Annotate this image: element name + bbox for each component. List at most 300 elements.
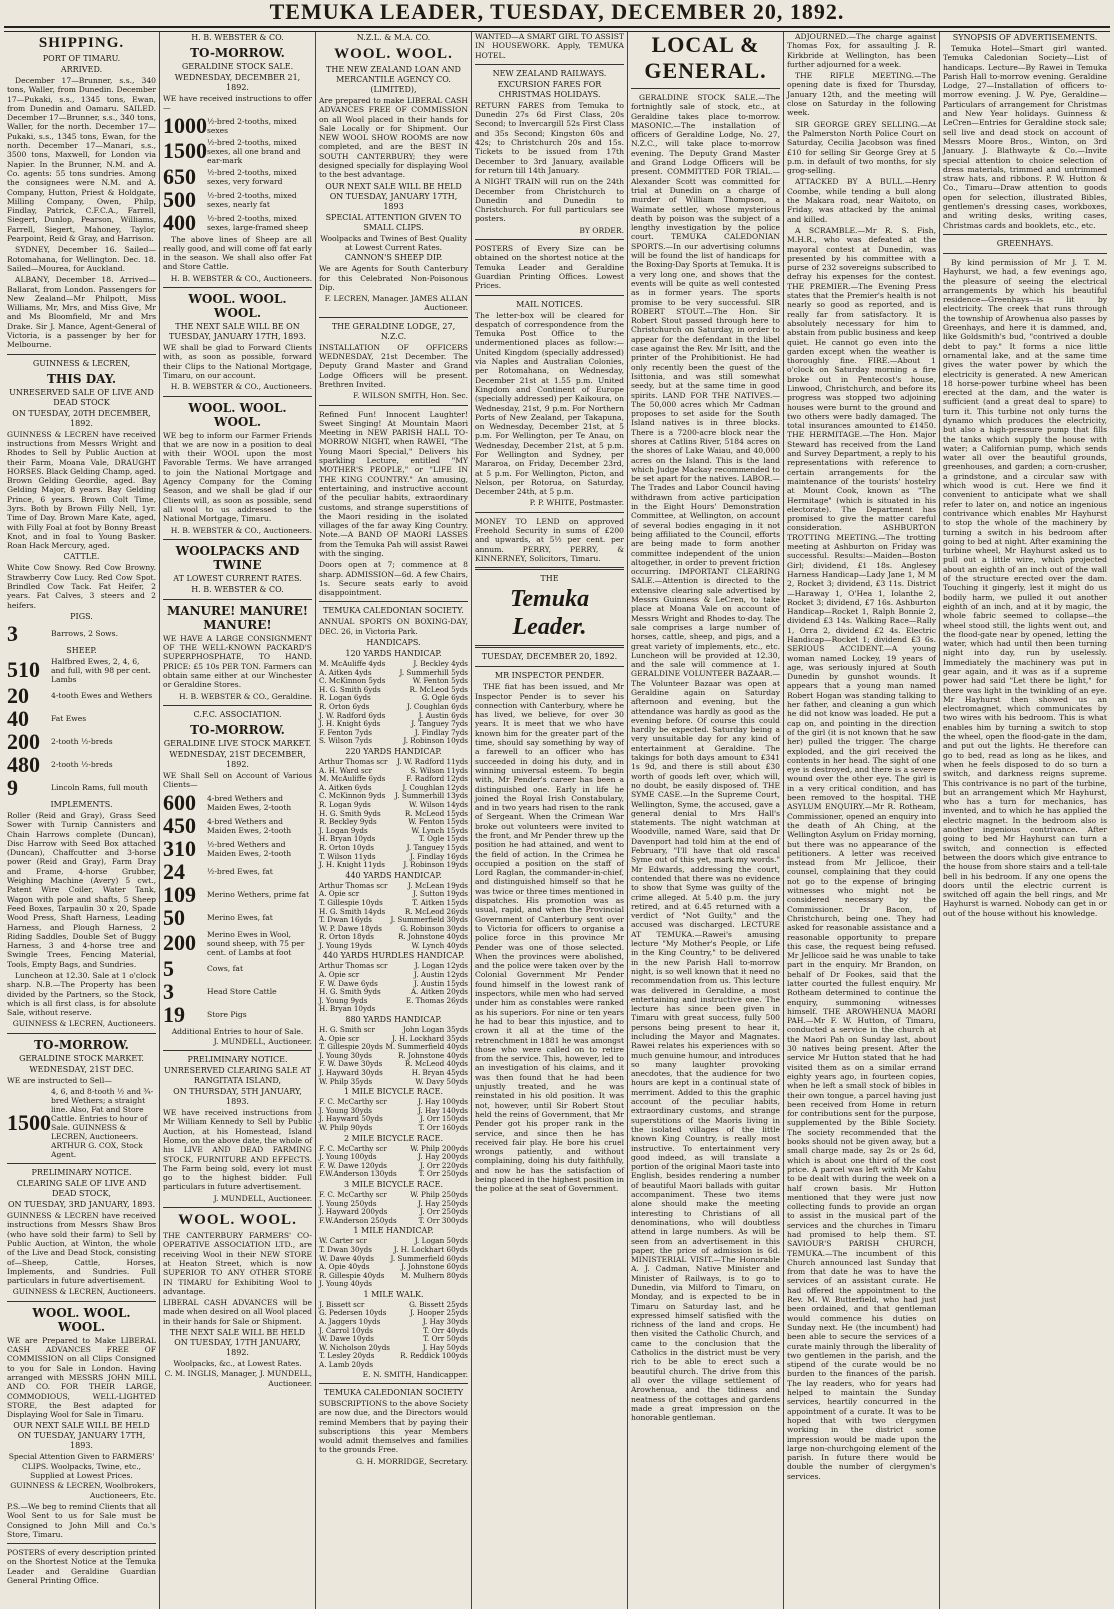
handicap-entry: H. G. Smith 9yds (319, 987, 381, 997)
next-sale: OUR NEXT SALE WILL BE HELD ON TUESDAY, JANUARY 17TH, 1893. (13, 1421, 150, 1451)
handicap-entry: J. McLean 19yds (408, 880, 468, 890)
divider (943, 234, 1107, 235)
handicap-entry: J. Austin 15yds (414, 978, 468, 988)
market-date: WEDNESDAY, 21ST DECEMBER, 1892. (169, 749, 306, 769)
handicap-title: 220 YARDS HANDICAP. (345, 747, 442, 756)
wool-heading: WOOL. WOOL. (334, 46, 453, 62)
handicap-entry: M. McAuliffe 6yds (319, 774, 386, 784)
company-name: THE NEW ZEALAND LOAN AND MERCANTILE AGENCY CO. (LIMITED), (326, 65, 461, 94)
handicap-entry: A. Opie scr (319, 1033, 360, 1043)
list-item: 600 4-bred Wethers and Maiden Ewes, 2-tooth (163, 789, 292, 815)
handicap-entry: E. Thomas 26yds (405, 995, 468, 1005)
divider (163, 599, 312, 600)
handicap-entry: M. Summerfield 40yds (385, 1042, 468, 1052)
list-item: 3 Barrows, 2 Sows. (7, 623, 156, 645)
handicap-entry: T. Lesley 20yds (319, 1351, 375, 1361)
list-item: 310 ½-bred Wethers and Maiden Ewes, 2-tooth (163, 835, 292, 861)
editorial-heading: MR INSPECTOR PENDER. (494, 671, 605, 681)
handicap-entry: J. Hayward 30yds (319, 1068, 383, 1077)
the-label: THE (540, 574, 559, 584)
handicap-entry: F.W.Anderson 130yds (319, 1169, 397, 1179)
handicap-entry: J. Orr 250yds (419, 1207, 468, 1217)
list-item: 5 Cows, fat (163, 955, 243, 981)
handicap-entry: W. Davy 50yds (415, 1076, 468, 1086)
handicap-entry: F. C. McCarthy scr (319, 1189, 387, 1199)
advertiser-name: H. B. WEBSTER & CO. (191, 584, 284, 594)
handicap-entry: J. Logan 12yds (414, 961, 468, 971)
handicap-entry: A. H. Ward scr (319, 765, 373, 775)
wool-heading: WOOL. WOOL. WOOL. (32, 1305, 131, 1334)
clearing-title: UNRESERVED CLEARING SALE AT RANGITATA ISLAND, (163, 1066, 312, 1086)
money-ad: MONEY TO LEND on approved Freehold Security in sums of £200 and upwards, at 5½ per cent. per annum. PERRY, PERRY, & KINNERNEY, Solicitors, Timaru. (475, 516, 624, 563)
clearing-date: ON TUESDAY, 3RD JANUARY, 1893. (7, 1200, 156, 1210)
newspaper-title: TEMUKA LEADER, TUESDAY, DECEMBER 20, 1892. (269, 0, 845, 24)
divider (475, 645, 624, 648)
handicap-entry: J. Hay 30yds (422, 1317, 468, 1327)
handicap-entry: R. Logan 6yds (319, 693, 371, 703)
handicap-entry: A. Opie scr (319, 970, 360, 980)
shipping-heading: SHIPPING. (38, 35, 125, 51)
market-date: WEDNESDAY, 21ST DEC. (29, 1064, 134, 1074)
divider (475, 239, 624, 240)
handicap-entry: R. Orton 10yds (319, 842, 374, 852)
handicap-title: 440 YARDS HANDICAP. (345, 870, 442, 880)
divider (163, 705, 312, 706)
handicap-entry: F. C. McCarthy scr (319, 1097, 387, 1107)
handicap-entry: Arthur Thomas scr (319, 961, 388, 971)
handicap-entry: C. McKinnon 5yds (319, 676, 386, 686)
handicap-entry: J. Young 40yds (319, 1279, 372, 1289)
lodge-heading: THE GERALDINE LODGE, 27, N.Z.C. (331, 321, 456, 341)
handicap-entry: J. Hooper 25yds (410, 1308, 468, 1318)
divider (7, 1301, 156, 1302)
auctioneer-signature: GUINNESS & LECREN, Auctioneers. (12, 1019, 156, 1029)
newspaper-nameplate: Temuka Leader. (509, 586, 590, 641)
prelim-heading: PRELIMINARY NOTICE. (31, 1168, 132, 1178)
handicap-entry: A. Aitken 20yds (410, 987, 468, 997)
handicap-entry: R. Reddick 100yds (400, 1351, 468, 1361)
handicap-entry: J. W. Radford 6yds (319, 710, 386, 720)
handicap-entry: H. Bryan 45yds (411, 1068, 468, 1077)
handicap-entry: J. Hay 50yds (422, 1342, 468, 1352)
clearing-text: GUINNESS & LECREN have received instructions from Messrs Shaw Bros (who have sold their farm) to Sell by Public Auction, at Winton, the whole of the Live and Dead Stock, consisting of—Sheep, Cattle, Horses, Implements, and Sundries. Full particulars in future advertisement. (7, 1211, 156, 1286)
divider (475, 567, 624, 570)
cattle-text: White Cow Snowy. Red Cow Browny. Strawberry Cow Lucy. Red Cow Spot. Brindled Cow Tack. Fat Heifer, 2 years. Fat Calves, 3 steers and 2 heifers. (7, 563, 156, 610)
handicap-entry: T. Gillespie 20yds (319, 1042, 383, 1052)
handicap-title: 440 YARDS HURDLES HANDICAP. (322, 951, 465, 961)
pigs-heading: PIGS. (70, 611, 93, 621)
clearing-text: WE have received instructions from Mr William Kennedy to Sell by Public Auction, at his Homestead, Island Home, on the above date, the whole of his LIVE AND DEAD FARMING STOCK, FURNITURE AND EFFECTS. The Farm being sold, every lot must go to the highest bidder. Full particulars in future advertisement. (163, 1108, 312, 1192)
ps-text: P.S.—We beg to remind Clients that all Wool Sent to us for Sale must be Consigned to John Mill and Co.'s Store, Timaru. (7, 1501, 156, 1539)
handicaps-heading: HANDICAPS. (366, 638, 421, 648)
handicap-entry: J. Sutton 19yds (413, 889, 468, 899)
list-item: 1500 4, 6, and 8-tooth ½ and ¾-bred Wethers; a straight line. Also, Fat and Store Cattle. Entries to hour of Sale. GUINNESS & LECREN, Auctioneers. ARTHUR G. COX, Stock Agent. (7, 1087, 154, 1160)
handicap-entry: J. Hay 140yds (418, 1105, 468, 1115)
handicap-entry: A. Aitken 4yds (319, 667, 372, 677)
clearing-title: CLEARING SALE OF LIVE AND DEAD STOCK, (16, 1179, 147, 1199)
greenhays-text: By kind permission of Mr J. T. M. Hayhurst, we had, a few evenings ago, the pleasure of seeing the electrical arrangements by which his beautiful residence—Greenhays—is lit by electricity. The creek that runs through the township of Arowhenua also passes by Greenhays, and here it is dammed, and, like Goldsmith's bud, "contrived a double debt to pay." It forms a nice little ornamental lake, and at the same time gives the water power by which the electricity is generated. A new American 18 horse-power turbine wheel has been erected at the dam, and the water is sufficient (and a great deal to spare) to turn it. This turbine not only turns the dynamo which produces the electricity, but also a high-pressure pump that fills the tanks which supply the house with water; a Californian pump, which sends water all over the beautiful grounds, greenhouses, and garden; a corn-crusher, a grindstone, and a circular saw with which wood is cut. Here we find it convenient to anticipate what we shall refer to later on, and notice an ingenious contrivance which enables Mr Hayhurst to stop the whole of the machinery by turning a switch in his bedroom after going to bed at night. After examining the turbine wheel, Mr Hayhurst asked us to pull out a little wire, which projected about an eighth of an inch out of the wall of the structure erected over the dam. Touching it gingerly, lest it might do us bodily harm, we pulled it out another eighth of an inch, and at it by magic, the whole fabric seemed to collapse—the wheel stood still, the lights went out, and the flood-gate near by opened, letting the water, which had until then been turning night into day, run by uselessly. Immediately the machinery was put in gear again, and it was as if a supreme power had said "Let there be light," for there was light in the twinkling of an eye. Mr Hayhurst then showed us an electromagnet, which communicates by two wires with his bedroom. This is what enables him by turning a switch to stop the wheel, open the flood-gate in the dam, and put out the lights. He therefore can go to bed, read as long as he likes, and when he feels disposed to do so turn a switch, and darkness reigns supreme. This contrivance is no part of the turbine, but an arrangement which Mr Hayhurst, who has a turn for mechanics, has invented, and to which he has applied the electric magnet. In the bedroom also is another ingenious contrivance. After going to bed Mr Hayhurst can turn a switch, and connection is effected between the doors which give entrance to the house from shore stairs and a tell-tale bell in his bedroom. If any one opens the doors until the electric current is switched off again the bell rings, and Mr Hayhurst is warned. Nobody can get in or out of the house without his knowledge. (943, 257, 1107, 918)
synopsis-text: Temuka Hotel—Smart girl wanted. Temuka Caledonian Society—List of handicaps. Lecture—By Rawei in Temuka Parish Hall to-morrow evening. Geraldine Lodge, 27—Installation of officers to-morrow evening. J. W. Pye, Geraldine—Particulars of arrangement for Christmas and New Year holidays. Guinness & LeCren—Entries for Geraldine stock sale; sell live and dead stock on account of Messrs Moore Bros., Winton, on 3rd January. J. Blathwayte & Co.—Invite special attention to choice selection of dress materials, trimmed and untrimmed straw hats, and ribbons. P. W. Hutton & Co., Timaru—Draw attention to goods open for selection, illustrated Bibles, gentlemen's dressing cases, workboxes, and writing desks, writing cases, Christmas cards and booklets, etc., etc. (943, 44, 1107, 230)
handicap-entry: J. Summerfield 30yds (390, 915, 468, 925)
handicap-entry: T. Orr 300yds (418, 1215, 468, 1225)
handicap-entry: A. Aitken 6yds (319, 782, 372, 792)
handicap-entry: J. Orr 150yds (419, 1114, 468, 1124)
handicap-entry: J. Robinson 19yds (403, 860, 468, 870)
handicap-entry: R. McLeod 26yds (404, 906, 468, 916)
lodge-signature: F. WILSON SMITH, Hon. Sec. (352, 391, 468, 401)
divider (943, 253, 1107, 254)
list-item: 3 Head Store Cattle (163, 978, 277, 1004)
handicap-entry: J. Young 100yds (319, 1152, 377, 1162)
handicap-entry: W. Dawe 10yds (319, 1334, 374, 1344)
auctioneer-signature: J. MUNDELL, Auctioneer. (213, 1036, 312, 1046)
mail-text: The letter-box will be cleared for despatch of correspondence from the Temuka Post Office to the undermentioned places as follow:—United Kingdom (specially addressed) via Naples and Australian Colonies, per Rotomahana, on Wednesday, December 21st at 1.55 p.m. United Kingdom and Continent of Europe (specially addressed) per Kaikoura, on Wednesday, 21st, 9 p.m. For Northern Ports of New Zealand, per Takapuna, on Wednesday, December 21st, at 5 p.m. For Wellington, per Te Anau, on Wednesday, December 21st, at 5 p.m. For Wellington and Sydney, per Mararoa, on Friday, December 23rd, at 5 p.m. For Wellington, Picton, and Nelson, per Rotorua, on Saturday, December 24th, at 5 p.m. (475, 310, 624, 497)
auctioneer-signature: H. B. WEBSTER & CO., Auctioneers. (170, 382, 312, 392)
handicap-entry: J. Young 30yds (319, 1050, 372, 1060)
mail-heading: MAIL NOTICES. (516, 299, 583, 309)
market-title: GERALDINE STOCK MARKET. (19, 1053, 144, 1063)
news-item: ADJOURNED.—The charge against Thomas Fox, for assaulting J. R. Kirkbride at Wellington, has been further adjourned for a week. (787, 32, 936, 69)
next-sale: THE NEXT SALE WILL BE HELD ON TUESDAY, 17TH JANUARY, 1892. (169, 1328, 306, 1358)
handicap-entry: S. Wilson 11yds (410, 765, 468, 775)
list-item: 400 ½-bred 2-tooths, mixed sexes, large-framed sheep (163, 209, 308, 235)
wool-text: WE beg to inform our Farmer Friends that we are now in a position to deal with their WOOL upon the most Favorable Terms. We have arranged to join the National Mortgage and Agency Company for the Coming Season, and we shall be glad if our Clients will, as soon as possible, send all wool to us addressed to the National Mortgage, Timaru. (163, 430, 312, 524)
dip-heading: CANNON'S SHEEP DIP. (344, 253, 443, 263)
lodge-text: INSTALLATION OF OFFICERS WEDNESDAY, 21st December. The Deputy Grand Master and Grand Lodge Officers will be present. Brethren Invited. (319, 342, 468, 389)
handicap-entry: W. Philp 200yds (410, 1143, 468, 1153)
handicap-entry: J. Hay 100yds (418, 1097, 468, 1107)
divider (319, 317, 468, 318)
handicap-entry: J. Austin 6yds (418, 710, 468, 720)
woolpacks-note: Woolpacks and Twines of Best Quality at Lowest Current Rates. (320, 233, 467, 252)
handicap-entry: T. Orr 160yds (418, 1122, 468, 1132)
divider (319, 405, 468, 406)
sheep-heading: SHEEP. (66, 645, 97, 655)
divider (163, 1050, 312, 1051)
handicap-row (319, 942, 468, 951)
entries-note: Additional Entries to hour of Sale. (171, 1026, 304, 1036)
handicap-entry: J. Summerfield 60yds (390, 1253, 468, 1263)
handicap-entry: J. Tanguey 15yds (406, 842, 468, 852)
handicap-entry: J. Young 30yds (319, 1105, 372, 1115)
sale-title: GERALDINE STOCK SALE. (181, 62, 294, 71)
divider (7, 1543, 156, 1544)
handicap-entry: J. Orr 220yds (419, 1160, 468, 1170)
handicap-entry: W. P. Dawe 18yds (319, 923, 382, 933)
handicap-entry: G. Pedersen 10yds (319, 1308, 387, 1318)
sale-title: UNRESERVED SALE OF LIVE AND DEAD STOCK (9, 387, 154, 407)
list-item: 19 Store Pigs (163, 1001, 247, 1027)
auctioneer-signature: GUINNESS & LECREN, Auctioneers. (12, 1287, 156, 1297)
wanted-ad: WANTED—A SMART GIRL TO ASSIST IN HOUSEWORK. Apply, TEMUKA HOTEL. (475, 32, 624, 60)
handicap-entry: J. Bissett scr (319, 1299, 365, 1309)
wool-heading: WOOL. WOOL. WOOL. (188, 400, 287, 429)
list-item: 450 4-bred Wethers and Maiden Ewes, 2-tooth (163, 812, 292, 838)
handicap-entry: M. Mulhern 80yds (401, 1270, 468, 1280)
handicap-entry: A. Jaggers 10yds (319, 1317, 381, 1327)
column-6 (784, 32, 940, 1609)
divider (475, 295, 624, 296)
handicap-entry: T. Orr 50yds (423, 1334, 468, 1344)
news-item: THE RIFLE MEETING.—The opening date is fixed for Thursday, January 12th, and the meeting will close on Saturday in the following week. (787, 71, 936, 118)
column-1 (4, 32, 160, 1609)
posters-text: POSTERS of every description printed on the Shortest Notice at the Temuka Leader and Geraldine Guardian General Printing Office. (7, 1548, 156, 1585)
handicap-entry: T. Dwan 16yds (319, 915, 372, 925)
handicap-entry: J. H. Knight 11yds (319, 860, 385, 870)
order-signature: BY ORDER. (579, 225, 624, 235)
handicap-title: 1 MILE BICYCLE RACE. (343, 1087, 444, 1097)
handicap-entry: F. Fenton 7yds (319, 727, 372, 737)
tomorrow-heading: TO-MORROW. (34, 1037, 129, 1052)
handicap-entry: J. Tanguey 7yds (411, 719, 468, 729)
handicap-row (319, 1217, 468, 1226)
handicap-entry: J. Coughlan 12yds (402, 782, 468, 792)
posters-text: POSTERS of Every Size can be obtained on the shortest notice at the Temuka Leader and Geraldine Guardian Printing Offices. Lowest Prices. (475, 244, 624, 291)
handicap-entry: John Logan 35yds (402, 1025, 468, 1035)
next-text: WE shall be glad to Forward Clients with, as soon as possible, forward their Clips to the National Mortgage, Timaru, on our account. (163, 343, 312, 380)
handicap-entry: T. Orr 40yds (423, 1325, 468, 1335)
synopsis-heading: SYNOPSIS OF ADVERTISEMENTS. (952, 33, 1098, 42)
list-item: 9 Lincoln Rams, full mouth (7, 774, 148, 800)
handicap-entry: J. Findlay 16yds (410, 851, 468, 861)
handicap-entry: R. Logan 9yds (319, 799, 371, 809)
handicap-entry: W. Philp 250yds (410, 1189, 468, 1199)
handicap-row (319, 861, 468, 870)
fares-text: RETURN FARES from Temuka to Dunedin 27s 6d First Class, 20s Second; to Invercargill 52s First Class and 35s Second; Kingston 60s and 42s; to Christchurch 20s and 15s. Tickets to be issued from 17th December to 3rd January, available for return till 14th January. (475, 100, 624, 175)
handicap-entry: F. Radford 12yds (406, 774, 468, 784)
handicap-title: 2 MILE BICYCLE RACE. (343, 1133, 444, 1143)
tomorrow-heading: TO-MORROW. (190, 722, 285, 737)
handicap-entry: R. McLeod 5yds (409, 684, 468, 694)
subscriptions-text: SUBSCRIPTIONS to the above Society are now due, and the Directors would remind Members that by paying their subscriptions this year Members would admit themselves and families to the grounds Free. (319, 1398, 468, 1455)
port-heading: PORT OF TIMARU. (42, 54, 121, 63)
albany-text: ALBANY, December 18. Arrived—Ballarat, from London. Passengers for New Zealand—Mr Philpott, Miss Williams, Mr, Mrs, and Miss Give, Mr and Ms Bloomfield, Mr and Mrs Drake. Sir J. Mance, Agent-General of Victoria, is a passenger by her for Melbourne. (7, 275, 156, 350)
handicap-entry: J. Logan 9yds (319, 825, 368, 835)
handicap-entry: R. Johnstone 40yds (397, 1050, 468, 1060)
handicap-entry: W. Dawe 40yds (319, 1253, 374, 1263)
handicap-entry: F. C. McCarthy scr (319, 1143, 387, 1153)
handicap-entry: J. Hayward 200yds (319, 1207, 388, 1217)
cattle-heading: CATTLE. (63, 552, 100, 562)
news-item: SIR GEORGE GREY SELLING.—At the Palmerston North Police Court on Saturday, Cecilia Jacobson was fined £10 for selling Sir George Grey at 5 p.m. in default of two months, for sly grog-selling. (787, 119, 936, 176)
divider (319, 601, 468, 602)
news-text: A SCRAMBLE.—Mr R. S. Fish, M.H.R., who was defeated at the mayoral contest at Dunedin, was presented by his committee with a purse of 232 sovereigns subscribed to defray his expenses for the contest. THE PREMIER.—The Evening Press states that the Premier's health is not nearly so good as reported, and is really far from satisfactory. It is absolutely necessary for him to abstain from public business and keep quiet. He cannot go even into the garden except when the weather is thoroughly fine. FIRE.—About 1 o'clock on Saturday morning a fire broke out in Pentecost's house, Linwood, Christchurch, and before its progress was stopped two adjoining houses were burnt to the ground and two others were badly damaged. The total insurances amounted to £1450. THE HERMITAGE.—The Hon. Major Steward has received from the Land and Survey Department, a reply to his representations with reference to certain arrangements for the maintenance of the tourists' hostelry at Mount Cook, known as "The Hermitage" (which is situated in his electorate). The Department has promised to give the matter careful consideration. ASHBURTON TROTTING MEETING.—The trotting meeting at Ashburton on Friday was successful. Results:—Maiden—Boston Girl; dividend, £1 18s. Anglesey Harness Handicap—Lady Jane 1, M M 2, Rocket 3; dividend, £3 11s. District—Haraway 1, O'Hea 1, Iolanthe 2, Rocket 3; dividend, £7 16s. Ashburton Handicap—Rocket 1, Ralph Bonnie 2, dividend £3 14s. Walking Race—Rally 1, Orra 2, dividend £2 4s. Electric Handicap—Rocket 1; dividend £3 6s. SERIOUS ACCIDENT.—A young woman named Lockey, 19 years of age, was seriously injured at South Dunedin by gunshot wounds. It appears that a young man named Robert Hogan was standing talking to her father, and cleaning a gun which he did not know was loaded. He put a cap on, and pointing in the direction of the girl (it is not known that he saw her) pulled the trigger. The charge exploded, and the girl received the contents in her head. The sight of one eye is destroyed, and there is a severe wound over the other eye. The girl is in a very critical condition, and has been removed to the hospital. THE ASYLUM ENQUIRY.—Mr R. Rotheam, Commissioner, opened an enquiry into the death of Ah Ching, at the Wellington Asylum on Friday morning, but there was no appearance of the petitioners. A letter was received instead from Mr Jellicoe, their counsel, complaining that they could not go to the expense of bringing witnesses who might not be considered necessary by the Commissioner. Dr Bacon, of Christchurch, being one. They had asked for reasonable assistance and a reasonable opportunity to prepare this case, the request being refused. Mr Jellicoe said he was unable to take part in the enquiry. Mr Brandon, on behalf of Dr Fookes, said that the latter courted the fullest enquiry. Mr Rotheam determined to continue the enquiry, summoning witnesses himself. THE AROWHENUA MAORI PAH.—Mr F. W. Hutton, of Timaru, conducted a service in the church at the Maori Pah on Sunday last, about 30 natives being present. After the service Mr Hutton stated that he had visited them as on a similar errand eighty years ago, in fourteen copies, when he left a small stock of bibles in their own tongue, a parcel having just been received from Home in return for contributions sent for the purpose, supplemented by the Bible Society. The society recommended that the books should not be given away, but a small charge made, say 2s or 2s 6d, which is about one third of the cost price. A parcel was left with Mr Kahu to be dealt with during the week on a half crown basis. Mr Hutton mentioned that they were just now collecting funds to provide an organ to assist in the musical part of the services and the churches in Timaru had promised to help them. ST. SAVIOUR'S PARISH CHURCH, TEMUKA.—The incumbent of this Church announced last Sunday that from that date he was to have the services of an assistant curate. He had offered the appointment to the Rev. M. W. Butterfield, who had just been ordained, and that gentleman would commence his duties on Sunday next. He (the incumbent) had been able to secure the services of a curate mainly through the liberality of two gentlemen in the parish, and the stipend of the curate would be no burden to the finances of the parish. The lay readers, who for years had helped to maintain the Sunday services, heartily concurred in the appointment of a curate. It was to be hoped that with two clergymen working in the district some impression would be made upon the large non-churchgoing element of the parish. In future there would be double the number of clergymen's services. (787, 225, 936, 1481)
handicap-entry: W. Lynch 40yds (411, 940, 468, 950)
handicap-entry: J. H. Lockhart 60yds (393, 1244, 468, 1254)
list-item: 20 4-tooth Ewes and Wethers (7, 682, 153, 708)
handicap-entry: R. McLeod 40yds (404, 1059, 468, 1069)
sports-text: ANNUAL SPORTS ON BOXING-DAY, DEC. 26, in Victoria Park. (319, 617, 468, 636)
implements-text: Roller (Reid and Gray), Grass Seed Sower with Turnip Cannisters and Chain Harrows complete (Duncan), Disc Harrow with Seed Box attached (Duncan), Chaffcutter and 3-horse power (Reid and Gray), Farm Dray and Frame, 4-horse Grubber, Weighing Machine (Avery) 5 cwt., Patent Wire Coiler, Water Tank, Wagon with pole and shafts, 5 Sheep Feed Boxes, Tarpaulin 30 x 20, Spade Wood Press, Shaft Harness, Leading Harness, and Plough Harness, 2 Riding Saddles, Double Set of Buggy Harness, 3 and 4-horse tree and Swingle Trees, Fencing Material, Tools, Empty Bags, and Sundries. (7, 810, 156, 969)
manager-signature: C. M. INGLIS, Manager, J. MUNDELL, Auctioneer. (164, 1369, 312, 1388)
handicap-entry: A. Lamb 20yds (319, 1360, 374, 1370)
handicap-entry: J. Findlay 7yds (414, 727, 468, 737)
association-name: C.F.C. ASSOCIATION. (193, 709, 282, 719)
handicap-entry: M. McAuliffe 4yds (319, 659, 386, 669)
dip-text: We are Agents for South Canterbury for this Celebrated Non-Poisonous Dip. (319, 264, 468, 292)
handicap-entry: J. Summerhill 13yds (394, 791, 468, 801)
handicap-entry: R. Gillespie 40yds (319, 1270, 385, 1280)
list-item: 109 Merino Wethers, prime fat (163, 881, 310, 907)
handicap-entry: T. Gillespie 10yds (319, 897, 383, 907)
divider (163, 539, 312, 540)
handicap-entry: T. Aitken 15yds (412, 897, 468, 907)
handicap-row (319, 1005, 468, 1014)
list-item: 480 2-tooth ½-breds (7, 751, 113, 777)
greenhays-heading: GREENHAYS. (996, 238, 1054, 248)
handicap-entry: F. W. Dawe 120yds (319, 1160, 387, 1170)
list-item: 510 Halfbred Ewes, 2, 4, 6, and full, with 98 per cent. Lambs (7, 656, 151, 684)
luncheon-text: Luncheon at 12.30. Sale at 1 o'clock sharp. N.B.—The Property has been divided by the Partners, so the Stock, which is all first class, is for absolute Sale, without reserve. (7, 971, 156, 1018)
handicap-entry: J. Young 9yds (319, 995, 368, 1005)
handicap-entry: A. Opie scr (319, 889, 360, 899)
handicap-entry: R. Orton 18yds (319, 932, 374, 942)
woolpacks-heading: WOOLPACKS AND TWINE (175, 543, 300, 572)
handicap-entry: T. Dwan 30yds (319, 1244, 372, 1254)
handicapper-signature: E. N. SMITH, Handicapper. (362, 1369, 468, 1379)
arrived-label: ARRIVED. (60, 65, 103, 74)
handicap-entry: T. Orr 250yds (418, 1169, 468, 1179)
doors-text: Doors open at 7; commence at 8 sharp. ADMISSION—6d. A few Chairs, 1s. Secure seats early to avoid disappointment. (319, 560, 468, 598)
handicap-title: 120 YARDS HANDICAP. (345, 649, 442, 659)
divider (163, 396, 312, 397)
implements-heading: IMPLEMENTS. (50, 799, 113, 809)
handicap-entry: W. Fenton 15yds (408, 817, 468, 827)
woolpacks-note: Woolpacks, &c., at Lowest Rates. (173, 1359, 302, 1369)
local-news-text: GERALDINE STOCK SALE.—The fortnightly sale of stock, etc., at Geraldine takes place to-morrow. MASONIC.—The installation of officers of Geraldine Lodge, No. 27, N.Z.C., will take place to-morrow evening. The Deputy Grand Master and Grand Lodge Officers will be present. COMMITTED FOR TRIAL.—Alexander Scott was committed for trial at Dunedin on a charge of murder of William Thompson, a Waimate settler, whose mysterious death by poison was the subject of a lengthy investigation by the police court. TEMUKA CALEDONIAN SPORTS.—In our advertising columns will be found the list of handicaps for the Boxing-Day Sports at Temuka. It is a very long one, and shows that the events will be quite as well contested as in former years. The sports promise to be very successful. SIR ROBERT STOUT.—The Hon. Sir Robert Stout passed through here to Christchurch on Saturday, in order to appear for the defendant in the libel case against the Rev. Mr Isitt, and the printer of the Prohibitionist. He had only recently been the guest of the Isittonia, and was still somewhat seedy, but at the same time in good spirits. LAND FOR THE NATIVES.—The 50,000 acres which Mr Cadman proposes to set aside for the South Island natives is in three blocks. There is a 7200-acre block near the shores at Catlins River, 5184 acres on the shores of Lake Waiau, and 40,000 acres on the Island. This is the land which Judge Mackay recommended to be set apart for the natives. LABOR.—The Trades and Labor Council having withdrawn from active participation in the Eight Hours' Demonstration Committee, at Wellington, on account of several bodies engaging in it not being affiliated to the Council, efforts are being made to form another committee independent of the union altogether, in order to prevent friction occurring. IMPORTANT CLEARING SALE.—Attention is directed to the extensive clearing sale advertised by Messrs Guinness & LeCren, to take place at Moana Vale on account of Messrs Wright and Rhodes to-day. The sale comprises a large number of horses, cattle, sheep, and pigs, and a great variety of implements, etc., etc. Luncheon will be provided at 12.30, and the sale will commence at 1. GERALDINE VOLUNTEER BAZAAR.—The Volunteer Bazaar was open at Geraldine again on Saturday afternoon and evening, but the attendance was hardly as good as the evening before. Of course this could hardly be expected. Saturday being a very unsuitable day for any kind of entertainment at Geraldine. The takings for both days amount to £341 1s 9d, and there is still about £30 worth of goods left over, which will, no doubt, be easily disposed of. THE SYME CASE.—In the Supreme Court, Wellington, Syme, the accused, gave a general denial to Mrs Hall's statements. The night watchman at Woodville, named Ware, said that Dr Davenport had told him at the end of February, "I'll have that old rascal Syme out of this yet, mark my words." Mr Edwards, addressing the court, contended that there was no evidence to show that Syme was guilty of the crime alleged. At 5.40 p.m. the jury retired, and at 6.45 returned with a verdict of "Not Guilty," and the accused was discharged. LECTURE AT TEMUKA.—Rawei's amusing lecture "My Mother's People, or Life in the King Country," to be delivered in the new Parish Hall to-morrow night, is so well known that it need no recommendation from us. This lecture was delivered in Geraldine, a most entertaining and instructive one. The lecture has since been given in Timaru with great success, fully 500 persons being present to hear it, including the Mayor and Magnates. Rawei relates his experiences with so much genuine humour, and introduces so many laughter provoking anecdotes, that the audience for two hours are kept in a continual state of merriment. Added to this the graphic account of the peculiar habits, extraordinary customs, and strange superstitions of the Maoris living in the isolated villages of the little known King Country, is really most instructive. To entertainment very good indeed, as will translate a portion of the original Maori taste into English, besides rendering a number of beautiful Maori ballads with guitar accompaniment. These two items alone should make the meeting interesting to Christians of all denominations, who will doubtless attend in large numbers. As will be seen from an advertisement in this paper, the price of admission is 6d. MINISTERIAL VISIT.—The Honorable A. J. Cadman, Native Minister and Minister of Railways, is to go to Dunedin, via Milford to Timaru, on Monday, and is expected to be in Timaru on Saturday last, and he expressed himself satisfied with the richness of the land and crops. He then visited the Catholic Church, and came to the conclusion that the Catholics in the district must be very rich to be able to erect such a beautiful church. The drive from this all over the village settlement of Arowhenua, and the tidiness and neatness of the cottages and gardens made a great impression on the honorable gentleman. (631, 93, 780, 1423)
wool-text: WE are Prepared to Make LIBERAL CASH ADVANCES FREE OF COMMISSION on all Clips Consigned to you for Sale in London. Having arranged with MESSRS JOHN MILL AND CO. FOR THEIR LARGE, COMMODIOUS, WELL-LIGHTED STORE, the Best adapted for Displaying Wool for Sale in Timaru. (7, 1335, 156, 1420)
column-7 (940, 32, 1110, 1609)
handicap-title: 1 MILE HANDICAP. (353, 1226, 434, 1236)
divider (319, 1383, 468, 1384)
divider (7, 1163, 156, 1164)
handicap-row (319, 1361, 468, 1370)
tomorrow-heading: TO-MORROW. (190, 46, 285, 60)
handicap-entry: W. Philp 90yds (319, 1122, 373, 1132)
excursion-heading: EXCURSION FARES FOR CHRISTMAS HOLIDAYS. (497, 79, 602, 99)
handicap-entry: H. G. Smith 14yds (319, 906, 386, 916)
handicap-entry: J. Johnstone 60yds (401, 1262, 468, 1272)
wool-heading: WOOL. WOOL. WOOL. (188, 292, 287, 321)
handicap-entry: J. Hay 250yds (418, 1198, 468, 1208)
handicap-entry: J. W. Radford 11yds (397, 757, 468, 766)
shipping-text: December 17—Brunner, s.s., 340 tons, Waller, from Dunedin. December 17—Pukaki, s.s., 1345 tons, Ewan, from Dunedin and Oamaru. SAILED. December 17—Brunner, s.s., 340 tons, Waller, for the north. December 17—Pukaki, s.s., 1345 tons, Ewan, for the north. December 17—Manari, s.s., 3500 tons, Maxwell, for London via Napier. In the Brunner, N.M. and A. Co. agents: 55 tons sundries. Among the consignees were N.M. and A. Company, Hutton, Priest & Holdgate, Milling Company, Owen, Philp, Findlay, Patrick, C.F.C.A., Farrell, Siegert, Dunlop, Pearson, Williams, Farrell, Siegert, Mahoney, Taylor, Pearpoint, Reid & Gray, and Harrison. (7, 76, 156, 244)
divider (475, 64, 624, 65)
special-text: Special Attention Given to FARMERS' CLIPS. Woolpacks, Twine, etc., Supplied at Lowest Prices. (8, 1452, 155, 1481)
handicap-entry: J. Robinson 10yds (403, 736, 468, 746)
handicap-entry: Arthur Thomas scr (319, 757, 388, 766)
handicap-entry: J. Young 19yds (319, 940, 372, 950)
handicap-entry: R. Beckley 9yds (319, 817, 377, 827)
market-intro: WE Shall Sell on Account of Various Clients— (163, 770, 312, 790)
sale-note: The above lines of Sheep are all really good, and will come off fat early in the season. We shall also offer Fat and Store Cattle. (163, 234, 312, 272)
handicap-title: 3 MILE BICYCLE RACE. (343, 1179, 444, 1189)
handicap-title: 1 MILE WALK. (363, 1289, 424, 1299)
next-sale: THE NEXT SALE WILL BE ON TUESDAY, JANUARY 17TH, 1893. (169, 322, 306, 342)
handicap-row (319, 1124, 468, 1133)
divider (475, 512, 624, 513)
advertiser-name: GUINNESS & LECREN, (32, 358, 131, 368)
lecture-text: Refined Fun! Innocent Laughter! Sweet Singing! At Mountain Maori Meeting in NEW PARISH HALL TO-MORROW NIGHT, when RAWEI, "The Young Maori Special," Delivers his sparkling Lecture, entitled "MY MOTHER'S PEOPLE," or "LIFE IN THE KING COUNTRY." An amusing, entertaining, and instructive account of the peculiar habits, extraordinary customs, and strange superstitions of the Maori residing in the isolated villages of the far away King Country. Note.—A BAND OF MAORI LASSES from the Temuka Pah will assist Rawei with the singing. (319, 409, 468, 558)
sale-text: GUINNESS & LECREN have received instructions from Messrs Wright and Rhodes to Sell by Public Auction at their Farm, Moana Vale, DRAUGHT HORSES. Black Gelding Champ, aged. Brown Gelding Geordie, aged. Bay Gelding Major, 8 years. Bay Gelding Prince, 6 years. Brown Colt Time, 3yrs. Both by Brown Filly Nell, 1yr. Time of Day. Brown Mare Kate, aged, with Filly Foal at foot by Bonny Breast Knot, and in foal to Young Basker. Roan Hack Mercury, aged. (7, 429, 156, 551)
market-intro: WE are instructed to Sell— (7, 1075, 112, 1085)
association-text: THE CANTERBURY FARMERS' CO-OPERATIVE ASSOCIATION LTD., are receiving Wool in their NEW STORE at Heaton Street, which is now SUPERIOR TO ANY OTHER STORE IN TIMARU for Exhibiting Wool to advantage. (163, 1231, 312, 1296)
list-item: 500 ½-bred 2-tooths, mixed sexes, nearly fat (163, 186, 297, 212)
handicap-entry: W. Carter scr (319, 1236, 367, 1246)
handicap-entry: C. McKinnon 9yds (319, 791, 386, 801)
divider (631, 88, 780, 89)
handicap-entry: J. Young 250yds (319, 1198, 377, 1208)
handicap-entry: G. Robinson 30yds (400, 923, 468, 933)
handicap-row (319, 1170, 468, 1179)
this-day-heading: THIS DAY. (46, 371, 117, 386)
manager-signature: F. LECREN, Manager. JAMES ALLAN Auctioneer. (324, 294, 468, 313)
handicap-entry: H. Bryan 10yds (319, 1004, 376, 1014)
divider (163, 1207, 312, 1208)
handicap-entry: J. H. Lockhard 35yds (392, 1033, 468, 1043)
advertiser-name: H. B. WEBSTER & CO. (191, 33, 284, 42)
manure-text: WE HAVE A LARGE CONSIGNMENT OF THE WELL-KNOWN PACKARD'S SUPERPHOSPHATE, TO HAND. PRICE: £5 10s PER TON. Farmers can obtain same either at our Winchester or Geraldine Stores. (163, 633, 312, 690)
handicap-entry: S. Wilson 7yds (319, 736, 372, 746)
handicap-entry: W. Nicholson 20yds (319, 1342, 390, 1352)
wool-heading: WOOL. WOOL. (178, 1212, 297, 1229)
handicap-entry: F. W. Dawe 30yds (319, 1059, 383, 1069)
handicap-entry: F.W.Anderson 250yds (319, 1215, 397, 1225)
column-3 (316, 32, 472, 1609)
advances-text: LIBERAL CASH ADVANCES will be made when desired on all Wool placed in their hands for Sale or Shipment. (163, 1298, 312, 1326)
sale-date: ON TUESDAY, 20TH DECEMBER, 1892. (12, 408, 151, 428)
handicap-row (319, 1078, 468, 1087)
handicap-entry: T. Ogle 15yds (418, 834, 468, 844)
handicap-entry: J. Hay 200yds (418, 1152, 468, 1162)
column-2 (160, 32, 316, 1609)
list-item: 200 Merino Ewes in Wool, sound sheep, with 75 per cent. of Lambs at foot (163, 929, 305, 957)
list-item: 1500 ½-bred 2-tooths, mixed sexes, all one brand and ear-mark (163, 137, 301, 165)
handicap-entry: A. Opie 40yds (319, 1262, 370, 1272)
auctioneer-signature: H. B. WEBSTER & CO., Auctioneers. (170, 525, 312, 535)
handicap-entry: R. McLeod 15yds (404, 808, 468, 818)
handicap-entry: J. Logan 50yds (414, 1236, 468, 1246)
sale-date: WEDNESDAY, DECEMBER 21, 1892. (174, 73, 301, 92)
handicap-entry: J. Hayward 50yds (319, 1114, 383, 1124)
divider (475, 666, 624, 667)
handicap-entry: W. Lynch 15yds (411, 825, 468, 835)
list-item: 24 ½-bred Ewes, fat (163, 858, 273, 884)
manure-heading: MANURE! MANURE! MANURE! (166, 603, 308, 632)
handicap-entry: T. Wilson 11yds (319, 851, 376, 861)
company-text: Are prepared to make LIBERAL CASH ADVANCES FREE OF COMMISSION on all Wool placed in their hands for Sale Locally or for Shipment. Our NEW WOOL SHOW ROOMS are now completed, and are the BEST IN SOUTH CANTERBURY; they were designed specially for displaying Wool to the best advantage. (319, 96, 468, 180)
next-sale: OUR NEXT SALE WILL BE HELD ON TUESDAY, JANUARY 17TH, 1893 (325, 181, 462, 211)
handicap-entry: J. H. Knight 6yds (319, 719, 381, 729)
handicap-entry: J. Carrol 10yds (319, 1325, 373, 1335)
society-heading: TEMUKA CALEDONIAN SOCIETY. (323, 606, 464, 616)
list-item: 40 Fat Ewes (7, 705, 87, 731)
editorial-text: THE fiat has been issued, and Mr Inspector Pender is to sever his connection with Canterbury, where he has lived, we believe, for over 30 years. It is meet that we who have known him for the greater part of the time, should say something by way of a farewell to an officer who has succeeded in doing his duty, and in winning universal esteem. To begin with, Mr Pender's career has been a distinguished one. Early in life he joined the Royal Irish Constabulary, and in two years had risen to the rank of Sergeant. When the Crimean War broke out volunteers were invited to the front, and Mr Pender threw up the position he had attained, and went to the field of action. In the Crimea he occupied a position on the staff of Lord Raglan, the commander-in-chief, and distinguished himself so that he was twice or three times mentioned in dispatches. His promotion was as usual, rapid, and when the Provincial Government of Canterbury sent over to Victoria for officers to organise a police force in this province Mr Pender was one of those selected. When the provinces were abolished, and the police were taken over by the Colonial Government Mr Pender found himself in the lowest rank of inspectors, while men who had served under him as constables were ranked as his superiors. For nine or ten years he had to bear this injustice, and to crown it all at the time of the retrenchment in 1881 he was amongst those who were called on to retire from the service. This, however, led to an investigation of his claims, and it was then found that he had been unjustly treated, and he was reinstated in his old position. It was not, however, until Sir Robert Stout held the reins of Government, that Mr Pender got his proper rank in the service, and since then he has received fair play. He bore his cruel wrongs patiently, and without complaining, doing his duty faithfully, and now he has the satisfaction of being placed in the highest position in the police at the seat of Government. (475, 682, 624, 1194)
sale-intro: WE have received instructions to offer— (163, 94, 312, 113)
column-4 (472, 32, 628, 1609)
society-heading: TEMUKA CALEDONIAN SOCIETY (323, 1387, 464, 1397)
prelim-heading: PRELIMINARY NOTICE. (187, 1055, 288, 1065)
handicap-entry: W. Fenton 5yds (412, 676, 468, 686)
handicap-entry: H. G. Smith scr (319, 1025, 375, 1035)
handicap-entry: H. G. Smith 9yds (319, 808, 381, 818)
list-item: 1000 ½-bred 2-tooths, mixed sexes (163, 112, 297, 138)
handicap-entry: G. Bissett 25yds (409, 1299, 468, 1309)
divider (7, 354, 156, 355)
night-train-text: A NIGHT TRAIN will run on the 24th December from Christchurch to Dunedin and Dunedin to Christchurch. For full particulars see posters. (475, 177, 624, 224)
divider (163, 287, 312, 288)
clearing-date: ON THURSDAY, 5TH JANUARY, 1893. (173, 1087, 302, 1107)
